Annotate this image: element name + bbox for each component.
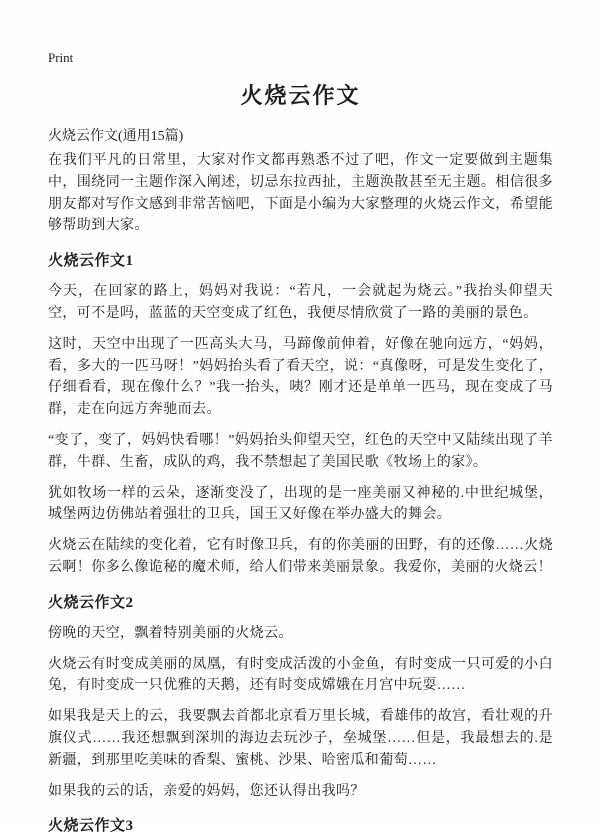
section-heading-1: 火烧云作文1 bbox=[48, 253, 134, 270]
essay1-paragraph-3: “变了，变了，妈妈快看哪！”妈妈抬头仰望天空，红色的天空中又陆续出现了羊群，牛群、生畜，成队的鸡，我不禁想起了美国民歌《牧场上的家》。 bbox=[48, 432, 553, 470]
essay2-paragraph-1: 傍晚的天空，飘着特别美丽的火烧云。 bbox=[48, 625, 293, 641]
essay2-paragraph-4: 如果我的云的话，亲爱的妈妈，您还认得出我吗？ bbox=[48, 783, 365, 799]
essay2-paragraph-2: 火烧云有时变成美丽的凤凰，有时变成活泼的小金鱼，有时变成一只可爱的小白兔，有时变成一只优雅的天鹅，还有时变成嫦娥在月宫中玩耍…… bbox=[48, 656, 553, 694]
page-title: 火烧云作文 bbox=[240, 83, 361, 108]
section-heading-3: 火烧云作文3 bbox=[48, 818, 134, 835]
section-heading-2: 火烧云作文2 bbox=[48, 594, 134, 611]
essay1-paragraph-5: 火烧云在陆续的变化着，它有时像卫兵，有的你美丽的田野，有的还像……火烧云啊！你多么像诡秘的魔术师，给人们带来美丽景象。我爱你，美丽的火烧云！ bbox=[48, 538, 553, 575]
essay1-paragraph-1: 今天，在回家的路上，妈妈对我说：“若凡，一会就起为烧云。”我抬头仰望天空，可不是吗，蓝蓝的天空变成了红色，我便尽情欣赏了一路的美丽的景色。 bbox=[48, 284, 553, 321]
essay1-paragraph-4: 犹如牧场一样的云朵，逐渐变没了，出现的是一座美丽又神秘的.中世纪城堡，城堡两边仿佛站着强壮的卫兵，国王又好像在举办盛大的舞会。 bbox=[48, 485, 553, 523]
document-subtitle: 火烧云作文(通用15篇) bbox=[48, 129, 184, 144]
print-link[interactable]: Print bbox=[48, 50, 74, 65]
essay2-paragraph-3: 如果我是天上的云，我要飘去首都北京看万里长城，看雄伟的故宫，看壮观的升旗仪式……我还想飘到深圳的海边去玩沙子，垒城堡……但是，我最想去的.是新疆，到那里吃美味的香梨、蜜桃、沙果、哈密瓜和葡萄…… bbox=[48, 709, 553, 768]
essay1-paragraph-2: 这时，天空中出现了一匹高头大马，马蹄像前伸着，好像在驰向远方，“妈妈，看，多大的一匹马呀！”妈妈抬头看了看天空，说：“真像呀，可是发生变化了，仔细看看，现在像什么？”我一抬头，咦？刚才还是单单一匹马，现在变成了马群，走在向远方奔驰而去。 bbox=[48, 336, 553, 418]
intro-paragraph: 在我们平凡的日常里，大家对作文都再熟悉不过了吧，作文一定要做到主题集中，围绕同一主题作深入阐述，切忌东拉西扯，主题涣散甚至无主题。相信很多朋友都对写作文感到非常苦恼吧，下面是小编为大家整理的火烧云作文，希望能够帮助到大家。 bbox=[48, 153, 553, 234]
